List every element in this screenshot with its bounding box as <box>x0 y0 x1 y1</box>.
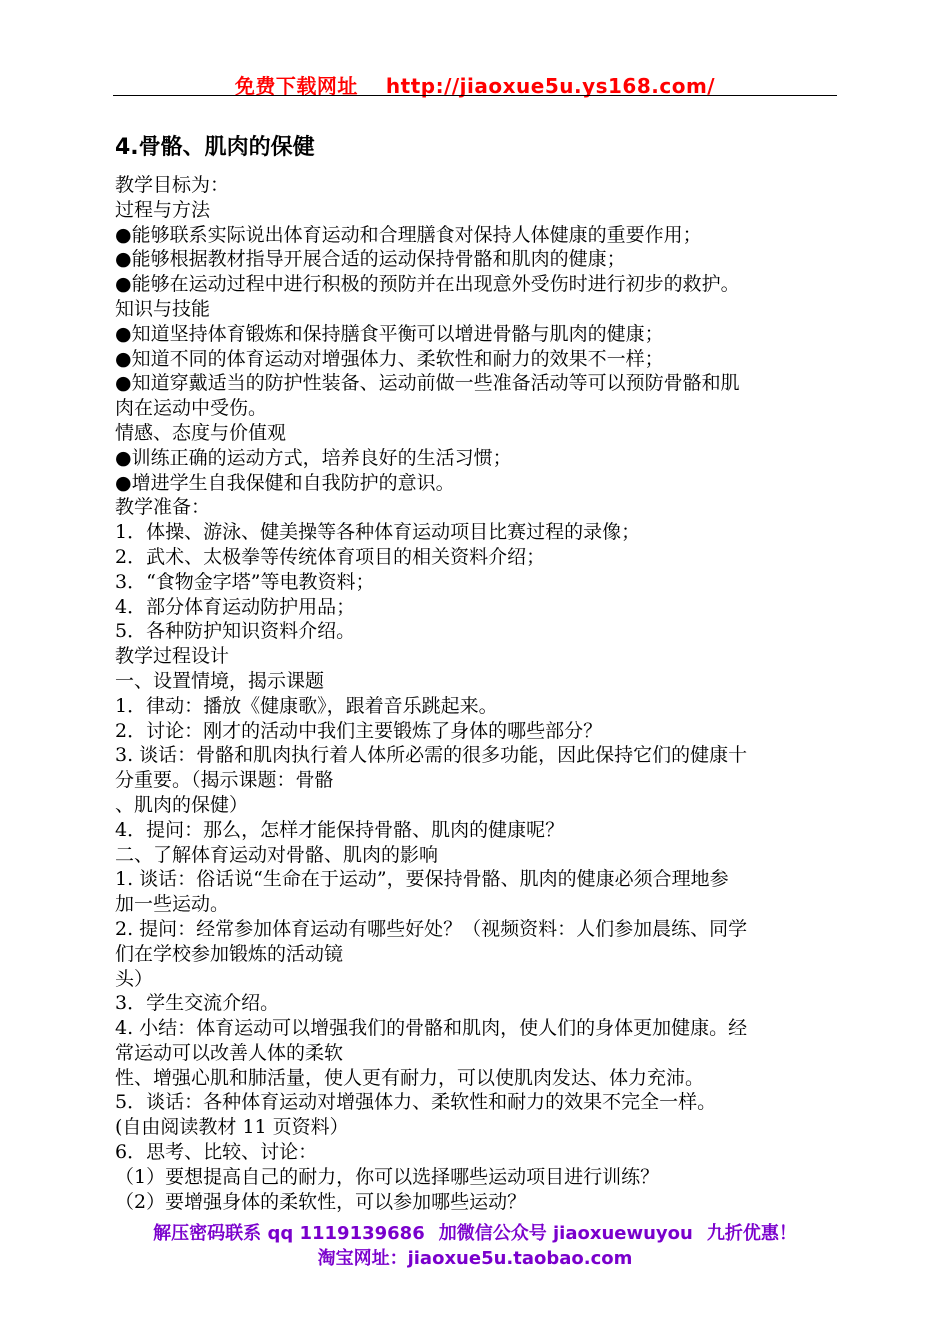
text-line: ●能够联系实际说出体育运动和合理膳食对保持人体健康的重要作用； <box>115 223 702 246</box>
text-line: 2．讨论：刚才的活动中我们主要锻炼了身体的哪些部分？ <box>115 719 603 742</box>
text-line: 教学过程设计 <box>115 645 230 668</box>
text-line: ●能够根据教材指导开展合适的运动保持骨骼和肌肉的健康； <box>115 248 626 271</box>
text-line: 3. 谈话：骨骼和肌肉执行着人体所必需的很多功能，因此保持它们的健康十 <box>115 744 748 767</box>
text-line: 情感、态度与价值观 <box>115 421 287 444</box>
text-line: (自由阅读教材 11 页资料） <box>115 1116 349 1139</box>
text-line: 2. 提问：经常参加体育运动有哪些好处？（视频资料：人们参加晨练、同学 <box>115 917 748 940</box>
text-line: 过程与方法 <box>115 198 211 221</box>
text-line: 一、设置情境，揭示课题 <box>115 669 325 692</box>
text-line: 2．武术、太极拳等传统体育项目的相关资料介绍； <box>115 545 546 568</box>
text-line: 们在学校参加锻炼的活动镜 <box>115 942 344 965</box>
text-line: ●知道不同的体育运动对增强体力、柔软性和耐力的效果不一样； <box>115 347 664 370</box>
text-line: 性、增强心肌和肺活量，使人更有耐力，可以使肌肉发达、体力充沛。 <box>115 1066 705 1089</box>
text-line: ●增进学生自我保健和自我防护的意识。 <box>115 471 455 494</box>
header-divider <box>113 95 837 96</box>
text-line: 4．部分体育运动防护用品； <box>115 595 356 618</box>
footer-contact <box>0 1219 950 1245</box>
text-line: 教学准备： <box>115 496 211 519</box>
text-line: 5．谈话：各种体育运动对增强体力、柔软性和耐力的效果不完全一样。 <box>115 1091 717 1114</box>
text-line: 1. 谈话：俗话说“生命在于运动”，要保持骨骼、肌肉的健康必须合理地参 <box>115 868 729 891</box>
text-line: 4. 小结：体育运动可以增强我们的骨骼和肌肉，使人们的身体更加健康。经 <box>115 1017 748 1040</box>
text-line: 、肌肉的保健） <box>115 793 249 816</box>
text-line: （2）要增强身体的柔软性，可以参加哪些运动？ <box>115 1190 527 1213</box>
download-url-link[interactable]: http://jiaoxue5u.ys168.com/ <box>385 74 716 98</box>
text-line: ●知道坚持体育锻炼和保持膳食平衡可以增进骨骼与肌肉的健康； <box>115 322 664 345</box>
text-line: 3．学生交流介绍。 <box>115 992 280 1015</box>
text-line: 肉在运动中受伤。 <box>115 397 268 420</box>
text-line: 分重要。（揭示课题：骨骼 <box>115 769 334 792</box>
text-line: 6．思考、比较、讨论： <box>115 1141 318 1164</box>
document-body <box>115 173 840 1214</box>
text-line: ●知道穿戴适当的防护性装备、运动前做一些准备活动等可以预防骨骼和肌 <box>115 372 740 395</box>
footer-qq: 解压密码联系 qq 1119139686 <box>153 1223 425 1244</box>
footer-wechat: 加微信公众号 jiaoxuewuyou <box>438 1223 693 1244</box>
text-line: （1）要想提高自己的耐力，你可以选择哪些运动项目进行训练？ <box>115 1165 660 1188</box>
text-line: 知识与技能 <box>115 297 211 320</box>
download-label: 免费下载网址 <box>234 74 358 98</box>
text-line: 1．体操、游泳、健美操等各种体育运动项目比赛过程的录像； <box>115 521 641 544</box>
text-line: ●训练正确的运动方式，培养良好的生活习惯； <box>115 446 512 469</box>
text-line: 教学目标为： <box>115 174 230 196</box>
text-line: ●能够在运动过程中进行积极的预防并在出现意外受伤时进行初步的救护。 <box>115 273 740 296</box>
text-line: 5．各种防护知识资料介绍。 <box>115 620 356 643</box>
text-line: 1．律动：播放《健康歌》，跟着音乐跳起来。 <box>115 694 498 717</box>
text-line: 常运动可以改善人体的柔软 <box>115 1041 344 1064</box>
footer-discount: 九折优惠！ <box>706 1223 797 1244</box>
footer-taobao-link[interactable]: 淘宝网址：jiaoxue5u.taobao.com <box>317 1248 633 1269</box>
text-line: 4．提问：那么，怎样才能保持骨骼、肌肉的健康呢？ <box>115 818 565 841</box>
page-title: 4.骨骼、肌肉的保健 <box>115 135 315 160</box>
text-line: 二、了解体育运动对骨骼、肌肉的影响 <box>115 843 439 866</box>
text-line: 头） <box>115 967 154 990</box>
text-line: 加一些运动。 <box>115 893 230 916</box>
text-line: 3．“食物金字塔”等电教资料； <box>115 570 375 593</box>
